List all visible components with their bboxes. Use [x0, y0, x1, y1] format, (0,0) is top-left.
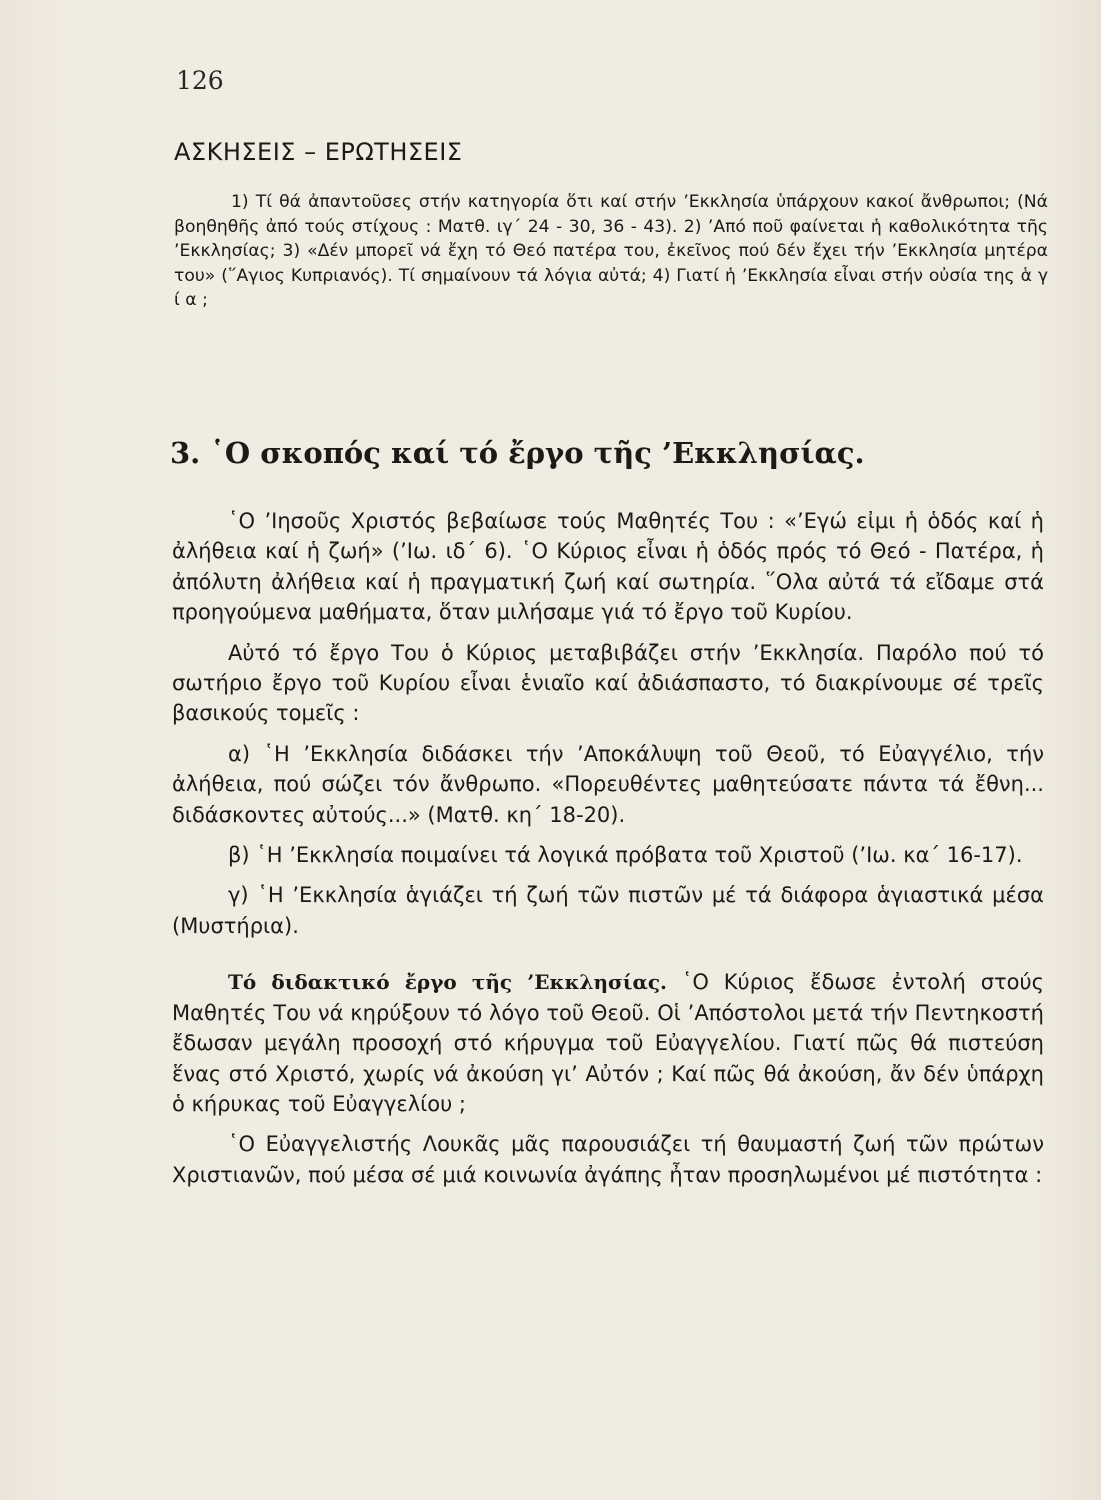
paragraph-7: ῾Ο Εὐαγγελιστής Λουκᾶς μᾶς παρουσιάζει τή θαυμαστή ζωή τῶν πρώτων Χριστιανῶν, πού μέσα σέ μιά κοινωνία ἀγάπης ἦταν προσηλωμένοι μέ πιστότητα : [172, 1132, 1044, 1187]
exercises-text: 1) Τί θά ἀπαντοῦσες στήν κατηγορία ὅτι καί στήν ’Εκκλησία ὑπάρχουν κακοί ἄνθρωποι; (Νά βοηθηθῆς ἀπό τούς στίχους : Ματθ. ιγ΄ 24 - 30, 36 - 43). 2) ’Από ποῦ φαίνεται ἡ καθολικότητα τῆς ’Εκκλησίας; 3) «Δέν μπορεῖ νά ἔχη τό Θεό πατέρα του, ἐκεῖνος πού δέν ἔχει τήν ’Εκκλησία μητέρα του» (῞Αγιος Κυπριανός). Τί σημαίνουν τά λόγια αὐτά; 4) Γιατί ἡ ’Εκκλησία εἶναι στήν οὐσία της ἁ γ ί α ; [174, 192, 1048, 311]
paragraph-6-body: ῾Ο Κύριος ἔδωσε ἐντολή στούς Μαθητές Του νά κηρύξουν τό λόγο τοῦ Θεοῦ. Οἱ ’Απόστολοι μετά τήν Πεντηκοστή ἔδωσαν μεγάλη προσοχή στό κήρυγμα τοῦ Εὐαγγελίου. Γιατί πῶς θά πιστεύση ἕνας στό Χριστό, χωρίς νά ἀκούση γι’ Αὐτόν ; Καί πῶς θά ἀκούση, ἄν δέν ὑπάρχη ὁ κήρυκας τοῦ Εὐαγγελίου ; [172, 970, 1044, 1116]
paragraph-5: γ) ῾Η ’Εκκλησία ἁγιάζει τή ζωή τῶν πιστῶν μέ τά διάφορα ἁγιαστικά μέσα (Μυστήρια). [172, 883, 1044, 938]
paragraph-2: Αὐτό τό ἔργο Του ὁ Κύριος μεταβιβάζει στήν ’Εκκλησία. Παρόλο πού τό σωτήριο ἔργο τοῦ Κυρίου εἶναι ἑνιαῖο καί ἀδιάσπαστο, τό διακρίνουμε σέ τρεῖς βασικούς τομεῖς : [172, 640, 1044, 726]
paragraph-3: α) ῾Η ’Εκκλησία διδάσκει τήν ’Αποκάλυψη τοῦ Θεοῦ, τό Εὐαγγέλιο, τήν ἀλήθεια, πού σώζει τόν ἄνθρωπο. «Πορευθέντες μαθητεύσατε πάντα τά ἔθνη... διδάσκοντες αὐτούς...» (Ματθ. κη΄ 18-20). [172, 741, 1044, 827]
exercises-block [174, 190, 1048, 313]
paragraph-6 [172, 967, 1044, 1119]
paragraph-1: ῾Ο ’Ιησοῦς Χριστός βεβαίωσε τούς Μαθητές Του : «’Εγώ εἰμι ἡ ὁδός καί ἡ ἀλήθεια καί ἡ ζωή» (’Ιω. ιδ΄ 6). ῾Ο Κύριος εἶναι ἡ ὁδός πρός τό Θεό - Πατέρα, ἡ ἀπόλυτη ἀλήθεια καί ἡ πραγματική ζωή καί σωτηρία. ῞Ολα αὐτά τά εἴδαμε στά προηγούμενα μαθήματα, ὅταν μιλήσαμε γιά τό ἔργο τοῦ Κυρίου. [172, 509, 1044, 625]
paragraph-6-lead: Τό διδακτικό ἔργο τῆς ’Εκκλησίας. [228, 970, 667, 995]
section-title: 3. ῾Ο σκοπός καί τό ἔργο τῆς ’Εκκλησίας. [170, 436, 865, 470]
main-text [172, 506, 1044, 1190]
page-number: 126 [176, 66, 224, 95]
exercises-heading: ΑΣΚΗΣΕΙΣ – ΕΡΩΤΗΣΕΙΣ [174, 138, 463, 166]
paragraph-4: β) ῾Η ’Εκκλησία ποιμαίνει τά λογικά πρόβατα τοῦ Χριστοῦ (’Ιω. κα΄ 16-17). [228, 843, 1023, 868]
